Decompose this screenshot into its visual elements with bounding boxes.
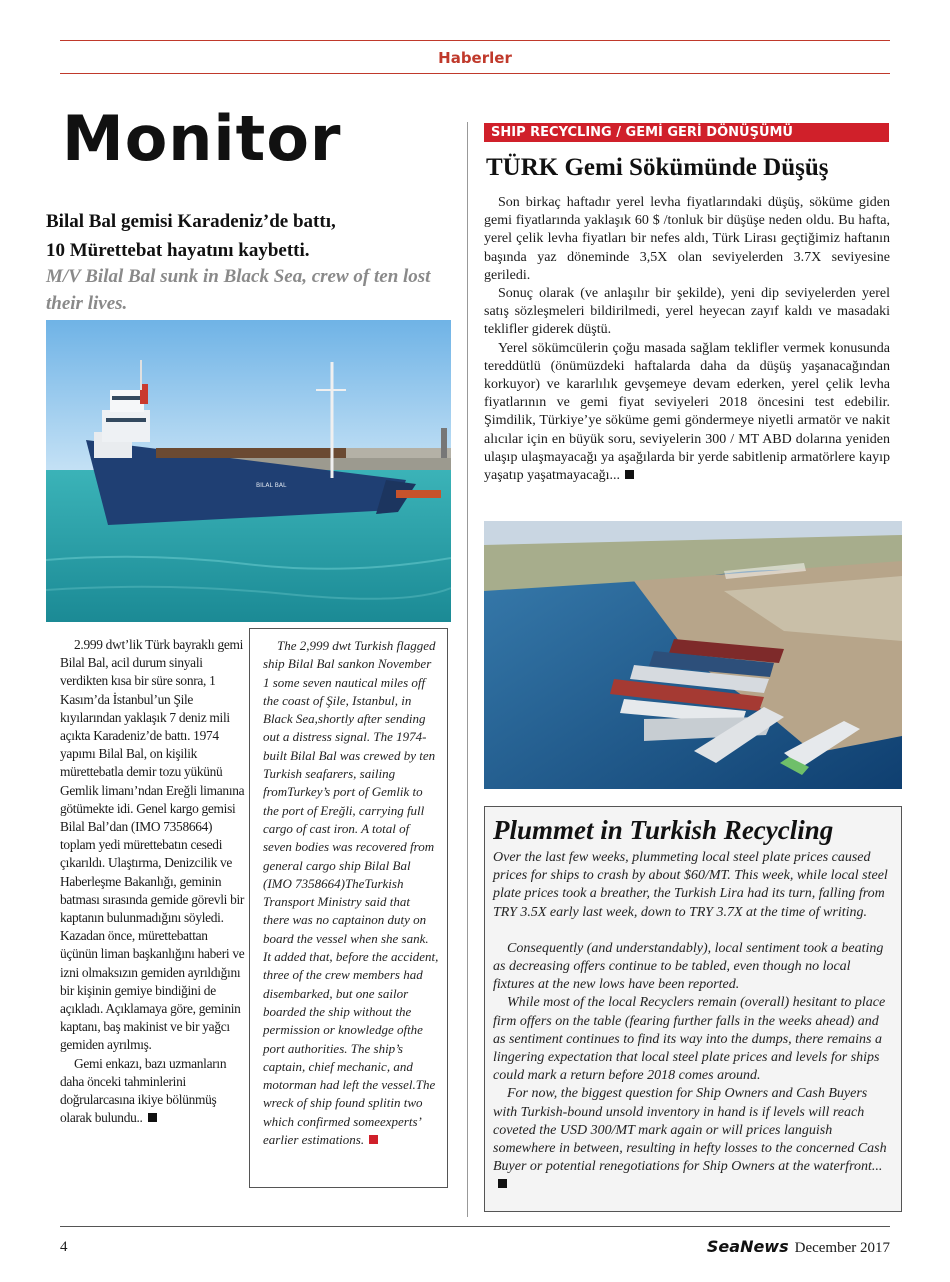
page-number: 4	[60, 1239, 68, 1255]
plummet-paragraph-4: For now, the biggest question for Ship Owners and Cash Buyers with Turkish-bound unsold inventory in hand is if levels will reach coveted the USD 300/MT mark again or will prices languish somewhere in between, resulting in hefty losses to the concerned Cash Buyer or potential renegotiations for Ship Owners at the waterfront...	[493, 1085, 893, 1194]
section-rule	[60, 73, 890, 74]
story2-paragraph-2: Sonuç olarak (ve anlaşılır bir şekilde), yeni dip seviyelerden yerel satış sözleşmeleri bildirilmedi, yerel heyecan zayıf kaldı ve masadaki teklifler giderek düştü.	[484, 286, 890, 338]
story1-headline-tr	[46, 207, 446, 265]
end-mark-icon	[625, 470, 634, 479]
plummet-paragraph-3: While most of the local Recyclers remain (overall) hesitant to place firm offers on the table (fearing further falls in the weeks ahead) and as sentiment continues to find its way into the dumps, there remains a lingering expectation that local steel plate prices and levels for ships could mark a return before 2018 comes around.	[493, 995, 886, 1084]
plummet-box	[484, 806, 902, 1212]
story1-headline-en: M/V Bilal Bal sunk in Black Sea, crew of ten lost their lives.	[46, 266, 431, 314]
story1-body-tr	[60, 636, 246, 1127]
story1-en-paragraph: The 2,999 dwt Turkish flagged ship Bilal Bal sankon November 1 some seven nautical miles off the coast of Şile, Istanbul, in Black Sea,shortly after sending out a distress signal. The 1974-built Bilal Bal was crewed by ten Turkish seafarers, sailing fromTurkey’s port of Gemlik to the port of Ereğli, carrying full cargo of cast iron. A total of seven bodies was recovered from general cargo ship Bilal Bal (IMO 7358664)TheTurkish Transport Ministry said that there was no captainon duty on board the vessel when she sank. It added that, before the accident, three of the crew members had disembarked, but one sailor boarded the ship without the permission or knowledge ofthe port authorities. The ship’s captain, chief mechanic, and motorman had left the vessel.The wreck of ship found splitin two which confirmed someexperts’ earlier estimations.	[263, 638, 439, 1148]
footer-rule	[60, 1226, 890, 1227]
plummet-body	[493, 849, 893, 1195]
top-rule	[60, 40, 890, 41]
story2-paragraph-1: Son birkaç haftadır yerel levha fiyatlarındaki düşüş, söküme giden gemi fiyatlarında yaklaşık 60 $ /tonluk bir düşüşe neden oldu. Bu hafta, yerel çelik levha fiyatları bir nefes aldı, Türk Lirası geçtiğimiz haftanın başında yaz döneminde 3,5X olan seviyelerden 3.7X seviyesine geriledi.	[484, 195, 890, 283]
story1-tr-paragraph-1: 2.999 dwt’lik Türk bayraklı gemi Bilal Bal, acil durum sinyali verdikten kısa bir süre sonra, 1 Kasım’da İstanbul’un Şile kıyılarından yaklaşık 7 deniz mili açıkta Karadeniz’de battı. 1974 yapımı Bilal Bal, on kişilik mürettebatla demir tozu yükünü Gemlik limanı’ndan Ereğli limanına götümekte idi. Genel kargo gemisi Bilal Bal’dan (IMO 7358664) toplam yedi mürettebatın cesedi çıkarıldı. Ulaştırma, Denizcilik ve Haberleşme Bakanlığı, geminin batması sırasında gemide görevli bir kaptanın bulunmadığını söyledi. Kazadan önce, mürettebattan üçünün liman başkanlığını haberi ve izni olmaksızın gemiden ayrıldığını bir kişinin gemiye bindiğini de açıkladı. Açıklamaya göre, geminin kaptanı, baş makinist ve bir yağcı gemiden ayrılmış.	[60, 637, 245, 1053]
story1-headline-tr-line2: 10 Mürettebat hayatını kaybetti.	[46, 240, 310, 261]
story2-body	[484, 194, 890, 485]
masthead-title: Monitor	[62, 102, 342, 175]
shipyard-aerial-photo	[484, 521, 902, 789]
section-tag: SHIP RECYCLING / GEMİ GERİ DÖNÜŞÜMÜ	[484, 123, 889, 142]
plummet-paragraph-1: Over the last few weeks, plummeting local steel plate prices caused prices for ships to crash by about $60/MT. This week, while local steel plate prices took a breather, the Turkish Lira had its turn, falling from TRY 3.5X early last week, down to TRY 3.7X at the time of writing.	[493, 850, 888, 920]
section-label: Haberler	[438, 49, 512, 67]
ship-photo	[46, 320, 451, 622]
end-mark-icon	[148, 1113, 157, 1122]
story2-paragraph-3: Yerel sökümcülerin çoğu masada sağlam teklifler vermek konusunda tereddütlü (önümüzdeki haftalarda daha da düşüş yaşanacağından korkuyor) ve kararlılık gevşemeye devam ederken, yerel çelik levha fiyatlarının ve gemi fiyat seviyeleri 2018 öncesini test edebilir. Şimdilik, Türkiye’ye söküme gemi göndermeye niyetli armatör ve nakit alıcılar için en büyük soru, seviyelerin 300 / MT ABD dolarına yeniden ulaşıp ulaşmayacağı ya aşağılarda bir yerde sabitlenip armatörlere kayıp yaşatıp yaşatmayacağı...	[484, 340, 890, 484]
plummet-title: Plummet in Turkish Recycling	[493, 815, 834, 845]
issue-date: December 2017	[794, 1240, 890, 1256]
plummet-paragraph-2: Consequently (and understandably), local sentiment took a beating as decreasing offers continue to be tabled, even though no local fixtures at the new lows have been reported.	[493, 940, 884, 993]
end-mark-icon	[498, 1179, 507, 1188]
end-mark-red-icon	[369, 1135, 378, 1144]
footer-brand-issue	[707, 1237, 890, 1257]
story1-body-en	[263, 637, 439, 1149]
story2-title: TÜRK Gemi Sökümünde Düşüş	[486, 154, 829, 181]
brand-logo: SeaNews	[706, 1237, 789, 1256]
column-divider	[467, 122, 468, 1217]
story1-headline-tr-line1: Bilal Bal gemisi Karadeniz’de battı,	[46, 211, 336, 232]
story1-tr-paragraph-2: Gemi enkazı, bazı uzmanların daha önceki tahminlerini doğrularcasına ikiye bölünmüş olarak bulundu..	[60, 1055, 227, 1126]
ship-hull-name: BILAL BAL	[256, 482, 287, 489]
story1-english-box	[249, 628, 448, 1188]
